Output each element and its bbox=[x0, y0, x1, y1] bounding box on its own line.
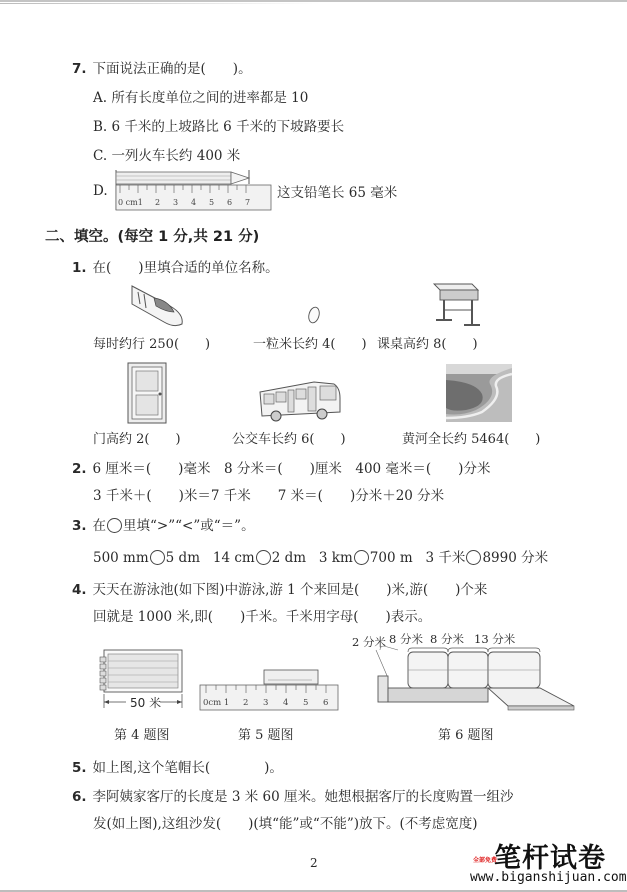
answer-circle[interactable] bbox=[466, 550, 481, 565]
svg-text:7: 7 bbox=[245, 198, 251, 207]
q1-number: 1. bbox=[72, 260, 87, 276]
door-image bbox=[127, 362, 167, 424]
section-title: 二、填空。(每空 1 分,共 21 分) bbox=[45, 229, 260, 245]
svg-text:0 cm1: 0 cm1 bbox=[118, 198, 143, 207]
q5-number: 5. bbox=[72, 760, 87, 776]
option-label: A. bbox=[93, 90, 108, 106]
comparison-right: 2 dm bbox=[271, 550, 307, 566]
q7-option-d-text: 这支铅笔长 65 毫米 bbox=[277, 185, 398, 201]
desk-image bbox=[432, 280, 480, 328]
option-label: C. bbox=[93, 148, 108, 164]
q7-option-c bbox=[93, 144, 240, 164]
option-text: 一列火车长约 400 米 bbox=[111, 148, 241, 164]
q3-stem-post: 里填“>”“<”或“＝”。 bbox=[123, 518, 255, 534]
q3-stem-pre: 在 bbox=[92, 518, 107, 534]
svg-text:2: 2 bbox=[243, 698, 249, 708]
option-text: 所有长度单位之间的进率都是 10 bbox=[111, 90, 309, 106]
q4-number: 4. bbox=[72, 582, 87, 598]
pencil-ruler-image bbox=[115, 170, 275, 212]
q1-item-door: 门高约 2( ) bbox=[93, 432, 181, 447]
comparison-right: 700 m bbox=[369, 550, 413, 566]
comparison-right: 8990 分米 bbox=[482, 550, 549, 566]
q4-line2: 回就是 1000 米,即( )千米。千米用字母( )表示。 bbox=[93, 609, 432, 625]
comparison-left: 500 mm bbox=[93, 550, 149, 566]
q7-option-d-label: D. bbox=[93, 183, 108, 199]
answer-circle[interactable] bbox=[354, 550, 369, 565]
sofa-figure bbox=[366, 646, 576, 710]
q7-stem bbox=[72, 57, 252, 77]
comparison-left: 3 千米 bbox=[425, 550, 466, 566]
svg-text:5: 5 bbox=[303, 698, 309, 708]
q4-line1-text: 天天在游泳池(如下图)中游泳,游 1 个来回是( )米,游( )个来 bbox=[92, 582, 488, 598]
sofa-label-seat1: 8 分米 bbox=[389, 632, 423, 646]
comparison-left: 3 km bbox=[318, 550, 353, 566]
q1-item-desk: 课桌高约 8( ) bbox=[377, 337, 478, 352]
q7-option-a bbox=[93, 86, 308, 106]
q7-number: 7. bbox=[72, 61, 87, 77]
bus-image bbox=[258, 378, 342, 424]
svg-text:6: 6 bbox=[323, 698, 329, 708]
q3-stem bbox=[72, 514, 255, 534]
option-label: B. bbox=[93, 119, 108, 135]
sofa-label-seat2: 8 分米 bbox=[430, 632, 464, 646]
top-border-shadow bbox=[0, 3, 320, 4]
answer-circle[interactable] bbox=[150, 550, 165, 565]
q7-option-b bbox=[93, 115, 344, 135]
fig4-caption: 第 4 题图 bbox=[114, 728, 170, 743]
q1-item-train: 每时约行 250( ) bbox=[93, 337, 211, 352]
q1-item-rice: 一粒米长约 4( ) bbox=[253, 337, 367, 352]
svg-text:2: 2 bbox=[155, 198, 161, 207]
answer-circle[interactable] bbox=[256, 550, 271, 565]
comparison-left: 14 cm bbox=[212, 550, 255, 566]
svg-text:4: 4 bbox=[283, 698, 289, 708]
svg-text:0cm 1: 0cm 1 bbox=[203, 698, 230, 708]
q2-line1 bbox=[72, 457, 490, 477]
sofa-label-chaise: 13 分米 bbox=[474, 632, 516, 646]
q2-line2: 3 千米＋( )米＝7 千米 7 米＝( )分米＋20 分米 bbox=[93, 488, 445, 504]
q2-line1-text: 6 厘米＝( )毫米 8 分米＝( )厘米 400 毫米＝( )分米 bbox=[92, 461, 491, 477]
pool-length-label: 50 米 bbox=[130, 696, 162, 710]
q5-text: 如上图,这个笔帽长( )。 bbox=[92, 760, 283, 776]
q6-line1 bbox=[72, 785, 513, 805]
pen-cap-ruler-figure bbox=[200, 668, 340, 714]
q1-stem bbox=[72, 256, 279, 276]
q1-item-bus: 公交车长约 6( ) bbox=[232, 432, 346, 447]
svg-text:6: 6 bbox=[227, 198, 233, 207]
option-text: 6 千米的上坡路比 6 千米的下坡路要长 bbox=[111, 119, 345, 135]
q1-item-river: 黄河全长约 5464( ) bbox=[402, 432, 541, 447]
q5 bbox=[72, 756, 283, 776]
fig6-caption: 第 6 题图 bbox=[438, 728, 494, 743]
q3-comparisons bbox=[93, 546, 548, 566]
q4-line1 bbox=[72, 578, 487, 598]
top-border bbox=[0, 0, 627, 2]
watermark-badge: 全部免费 bbox=[473, 857, 498, 864]
svg-text:5: 5 bbox=[209, 198, 215, 207]
rice-grain-image bbox=[307, 305, 323, 325]
watermark-url[interactable]: www.biganshijuan.com bbox=[470, 870, 627, 885]
q6-line2: 发(如上图),这组沙发( )(填“能”或“不能”)放下。(不考虑宽度) bbox=[93, 816, 478, 832]
q7-stem-text: 下面说法正确的是( )。 bbox=[92, 61, 252, 77]
svg-text:3: 3 bbox=[173, 198, 179, 207]
q2-number: 2. bbox=[72, 461, 87, 477]
comparison-right: 5 dm bbox=[165, 550, 200, 566]
fig5-caption: 第 5 题图 bbox=[238, 728, 294, 743]
sofa-label-armrest: 2 分米 bbox=[352, 635, 386, 649]
svg-text:3: 3 bbox=[263, 698, 269, 708]
q3-number: 3. bbox=[72, 518, 87, 534]
q6-line1-text: 李阿姨家客厅的长度是 3 米 60 厘米。她想根据客厅的长度购置一组沙 bbox=[92, 789, 514, 805]
train-image bbox=[130, 282, 186, 328]
circle-icon bbox=[107, 518, 122, 533]
page-number: 2 bbox=[310, 856, 318, 870]
yellow-river-image bbox=[446, 364, 512, 422]
q6-number: 6. bbox=[72, 789, 87, 805]
svg-text:4: 4 bbox=[191, 198, 197, 207]
watermark-title: 笔杆试卷 bbox=[494, 843, 606, 874]
q1-stem-text: 在( )里填合适的单位名称。 bbox=[92, 260, 279, 276]
